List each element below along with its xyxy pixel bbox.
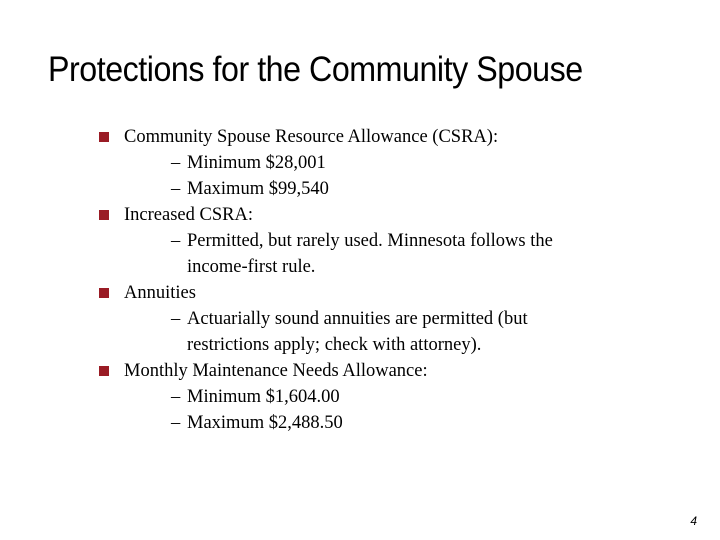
bullet-text: Annuities	[124, 283, 196, 303]
bullet-text: Community Spouse Resource Allowance (CSRA):	[124, 127, 499, 147]
slide-title: Protections for the Community Spouse	[48, 50, 583, 89]
sub-bullet-item	[0, 384, 720, 410]
dash-icon: –	[171, 413, 181, 433]
bullet-item	[0, 280, 720, 306]
sub-bullet-item	[0, 150, 720, 176]
square-bullet-icon	[99, 132, 109, 142]
sub-bullet-continuation	[0, 254, 720, 280]
square-bullet-icon	[99, 288, 109, 298]
dash-icon: –	[171, 309, 181, 329]
bullet-item	[0, 124, 720, 150]
dash-icon: –	[171, 179, 181, 199]
bullet-text: Increased CSRA:	[124, 205, 253, 225]
dash-icon: –	[171, 231, 181, 251]
square-bullet-icon	[99, 366, 109, 376]
bullet-item	[0, 358, 720, 384]
sub-bullet-text: Actuarially sound annuities are permitted (but	[187, 309, 528, 329]
sub-bullet-item	[0, 228, 720, 254]
sub-bullet-continuation	[0, 332, 720, 358]
bullet-text: Monthly Maintenance Needs Allowance:	[124, 361, 428, 381]
sub-bullet-text: restrictions apply; check with attorney).	[187, 335, 482, 355]
bullet-item	[0, 202, 720, 228]
bullet-list	[0, 124, 720, 436]
sub-bullet-text: income-first rule.	[187, 257, 316, 277]
sub-bullet-text: Maximum $2,488.50	[187, 413, 343, 433]
page-number: 4	[690, 514, 697, 528]
square-bullet-icon	[99, 210, 109, 220]
sub-bullet-text: Maximum $99,540	[187, 179, 329, 199]
sub-bullet-item	[0, 176, 720, 202]
sub-bullet-item	[0, 410, 720, 436]
sub-bullet-text: Minimum $1,604.00	[187, 387, 340, 407]
sub-bullet-item	[0, 306, 720, 332]
dash-icon: –	[171, 387, 181, 407]
sub-bullet-text: Permitted, but rarely used. Minnesota follows the	[187, 231, 553, 251]
dash-icon: –	[171, 153, 181, 173]
sub-bullet-text: Minimum $28,001	[187, 153, 326, 173]
